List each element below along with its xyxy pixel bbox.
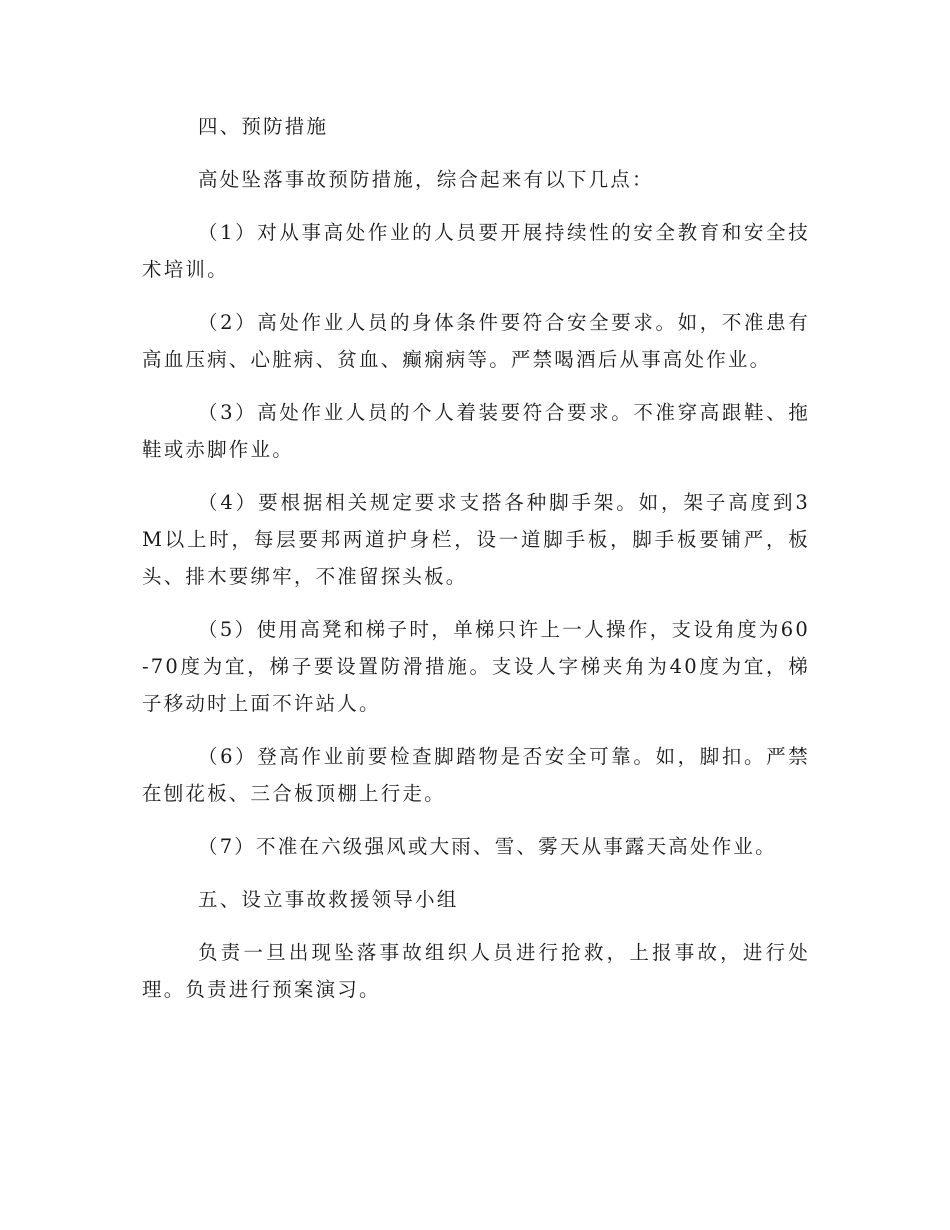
measure-6: （6）登高作业前要检查脚踏物是否安全可靠。如，脚扣。严禁在刨花板、三合板顶棚上行走。 — [142, 745, 810, 805]
measure-3: （3）高处作业人员的个人着装要符合要求。不准穿高跟鞋、拖鞋或赤脚作业。 — [142, 401, 810, 461]
section-4-lead: 高处坠落事故预防措施，综合起来有以下几点： — [198, 168, 654, 191]
measure-5: （5）使用高凳和梯子时，单梯只许上一人操作，支设角度为60-70度为宜，梯子要设置防滑措施。支设人字梯夹角为40度为宜，梯子移动时上面不许站人。 — [142, 618, 810, 715]
section-4-heading: 四、预防措施 — [198, 115, 329, 138]
measure-2: （2）高处作业人员的身体条件要符合安全要求。如，不准患有高血压病、心脏病、贫血、癫痫病等。严禁喝酒后从事高处作业。 — [142, 311, 810, 371]
measure-4: （4）要根据相关规定要求支搭各种脚手架。如，架子高度到3M以上时，每层要邦两道护身栏，设一道脚手板，脚手板要铺严，板头、排木要绑牢，不准留探头板。 — [142, 491, 810, 588]
section-5-heading: 五、设立事故救援领导小组 — [198, 888, 459, 911]
measure-7: （7）不准在六级强风或大雨、雪、雾天从事露天高处作业。 — [198, 835, 777, 858]
section-5-body: 负责一旦出现坠落事故组织人员进行抢救，上报事故，进行处理。负责进行预案演习。 — [142, 941, 810, 1001]
measure-1: （1）对从事高处作业的人员要开展持续性的安全教育和安全技术培训。 — [142, 221, 810, 281]
document-page — [142, 108, 810, 1008]
